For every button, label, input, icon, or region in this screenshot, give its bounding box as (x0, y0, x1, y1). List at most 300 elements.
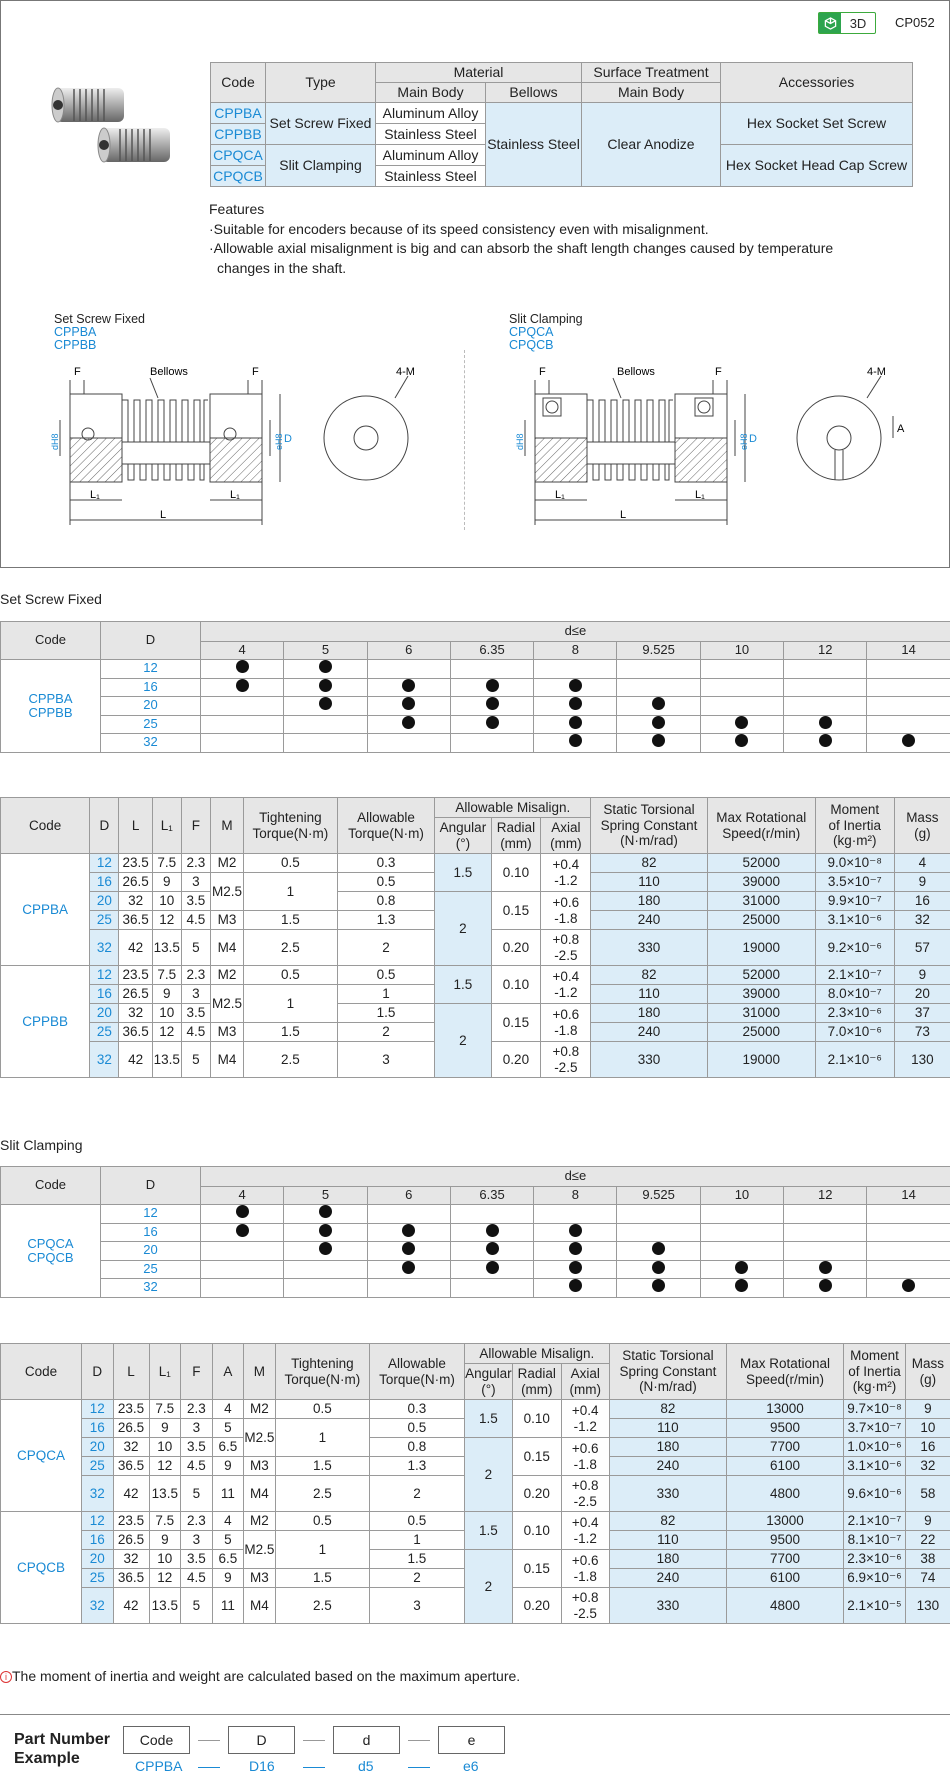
compat-cell (617, 734, 700, 753)
bellows-cell: Stainless Steel (486, 103, 582, 187)
col-L: L (119, 798, 152, 854)
mass-value: 10 (905, 1419, 950, 1438)
m-value: M2.5 (210, 985, 243, 1023)
torsional-value: 180 (609, 1550, 726, 1569)
col-D: D (90, 798, 119, 854)
pn-dash (198, 1767, 220, 1768)
compat-cell (450, 660, 533, 679)
l-value: 42 (113, 1588, 149, 1624)
compat-cell (700, 1205, 783, 1224)
compat-dot-icon (652, 734, 665, 747)
col-tighten: Tightening Torque(N·m) (244, 798, 338, 854)
compat-dot-icon (569, 1261, 582, 1274)
m-value: M3 (210, 1023, 243, 1042)
speed-value: 9500 (726, 1531, 843, 1550)
speed-value: 25000 (707, 911, 815, 930)
tighten-value: 1.5 (244, 911, 338, 930)
compat-cell (700, 1242, 783, 1261)
m-value: M2.5 (210, 873, 243, 911)
allow-value: 0.8 (337, 892, 435, 911)
col-misalign: Allowable Misalign. (464, 1344, 609, 1364)
label-e: eH8 (274, 433, 284, 450)
allow-value: 3 (370, 1588, 465, 1624)
pn-small-d-cell: d (333, 1726, 400, 1754)
speed-value: 13000 (726, 1512, 843, 1531)
a-value: 4 (212, 1512, 244, 1531)
d-value[interactable]: 16 (90, 985, 119, 1004)
l1-value: 7.5 (152, 966, 181, 985)
d-value[interactable]: 20 (101, 1242, 201, 1261)
col-e-value: 10 (700, 642, 783, 660)
compat-cell (700, 1260, 783, 1279)
d-value[interactable]: 12 (101, 660, 201, 679)
code-link[interactable]: CPQCB (1, 1512, 82, 1624)
col-mass: Mass (g) (894, 798, 950, 854)
compat-dot-icon (236, 1205, 249, 1218)
col-code: Code (1, 1344, 82, 1400)
compat-row (1, 1279, 950, 1298)
compat-cell (784, 697, 867, 716)
label-D: D (284, 433, 292, 445)
torsional-value: 82 (609, 1512, 726, 1531)
3d-view-button[interactable] (818, 12, 876, 34)
f-value: 5 (181, 1042, 210, 1078)
d-value[interactable]: 32 (82, 1588, 114, 1624)
label-L: L (620, 509, 627, 521)
col-e-value: 9.525 (617, 642, 700, 660)
diagram-code[interactable]: CPQCB (509, 338, 554, 352)
d-value[interactable]: 20 (82, 1550, 114, 1569)
compat-cell (534, 1260, 617, 1279)
d-value[interactable]: 16 (101, 1223, 201, 1242)
compat-cell (617, 1260, 700, 1279)
compat-dot-icon (735, 734, 748, 747)
compat-cell (700, 1279, 783, 1298)
col-code: Code (1, 1167, 101, 1205)
feature-line: ·Allowable axial misalignment is big and can absorb the shaft length changes caused by temperature (209, 240, 834, 256)
compat-cell (450, 1279, 533, 1298)
d-value[interactable]: 12 (82, 1400, 114, 1419)
compat-cell (367, 734, 450, 753)
col-e-value: 5 (284, 642, 367, 660)
feature-line: changes in the shaft. (217, 259, 347, 276)
speed-value: 31000 (707, 1004, 815, 1023)
d-value[interactable]: 20 (90, 892, 119, 911)
torsional-value: 180 (591, 1004, 707, 1023)
f-value: 4.5 (181, 1023, 210, 1042)
speed-value: 19000 (707, 1042, 815, 1078)
compat-cell (450, 734, 533, 753)
allow-value: 1 (370, 1531, 465, 1550)
angular-value: 1.5 (464, 1400, 512, 1438)
l1-value: 7.5 (149, 1400, 181, 1419)
col-surface: Surface Treatment (582, 63, 721, 83)
d-value[interactable]: 32 (90, 1042, 119, 1078)
speed-value: 52000 (707, 854, 815, 873)
torsional-value: 110 (609, 1531, 726, 1550)
compat-table (0, 1166, 950, 1298)
material-cell: Aluminum Alloy (376, 145, 486, 166)
mass-value: 9 (894, 966, 950, 985)
col-angular: Angular (°) (435, 818, 491, 854)
label-F: F (74, 366, 81, 378)
l1-value: 12 (152, 1023, 181, 1042)
compat-cell (784, 660, 867, 679)
compat-cell (867, 678, 950, 697)
col-inertia: Moment of Inertia (kg·m²) (844, 1344, 906, 1400)
axial-value: +0.8 -2.5 (561, 1588, 609, 1624)
tighten-value: 1 (275, 1419, 370, 1457)
allow-value: 2 (370, 1476, 465, 1512)
torsional-value: 330 (609, 1476, 726, 1512)
m-value: M3 (244, 1457, 276, 1476)
f-value: 4.5 (181, 1457, 213, 1476)
pn-value: e6 (463, 1758, 479, 1774)
part-number-title (14, 1730, 110, 1768)
inertia-value: 8.1×10⁻⁷ (844, 1531, 906, 1550)
d-value[interactable]: 25 (82, 1457, 114, 1476)
l-value: 42 (119, 1042, 152, 1078)
compat-cell (700, 678, 783, 697)
code-link[interactable]: CPPBA (211, 103, 266, 124)
inertia-value: 1.0×10⁻⁶ (844, 1438, 906, 1457)
compat-cell (617, 1223, 700, 1242)
d-value[interactable]: 25 (82, 1569, 114, 1588)
d-value[interactable]: 12 (101, 1205, 201, 1224)
diagram-code[interactable]: CPPBB (54, 338, 97, 352)
col-e-value: 6 (367, 1187, 450, 1205)
f-value: 3 (181, 1419, 213, 1438)
allow-value: 1.5 (337, 1004, 435, 1023)
l1-value: 10 (149, 1438, 181, 1457)
axial-value: +0.4 -1.2 (561, 1512, 609, 1550)
compat-dot-icon (319, 697, 332, 710)
tighten-value: 1 (244, 985, 338, 1023)
compat-dot-icon (236, 1224, 249, 1237)
tighten-value: 2.5 (275, 1588, 370, 1624)
l1-value: 10 (152, 1004, 181, 1023)
code-link[interactable]: CPPBA CPPBB (1, 660, 101, 753)
compat-dot-icon (569, 1224, 582, 1237)
compat-cell (784, 1279, 867, 1298)
d-value[interactable]: 16 (90, 873, 119, 892)
mass-value: 32 (894, 911, 950, 930)
compat-dot-icon (569, 679, 582, 692)
d-value[interactable]: 16 (82, 1531, 114, 1550)
f-value: 5 (181, 930, 210, 966)
tighten-value: 1.5 (275, 1569, 370, 1588)
col-de: d≤e (201, 1167, 950, 1187)
d-value[interactable]: 32 (101, 1279, 201, 1298)
spec-row (1, 1400, 950, 1419)
d-value[interactable]: 25 (101, 715, 201, 734)
axial-value: +0.6 -1.8 (541, 892, 591, 930)
allow-value: 2 (337, 930, 435, 966)
compat-cell (201, 678, 284, 697)
d-value[interactable]: 32 (82, 1476, 114, 1512)
col-allow: Allowable Torque(N·m) (337, 798, 435, 854)
col-e-value: 6.35 (450, 1187, 533, 1205)
speed-value: 6100 (726, 1457, 843, 1476)
torsional-value: 240 (591, 911, 707, 930)
compat-cell (867, 1260, 950, 1279)
compat-dot-icon (735, 716, 748, 729)
torsional-value: 82 (609, 1400, 726, 1419)
axial-value: +0.6 -1.8 (561, 1550, 609, 1588)
type-cell: Set Screw Fixed (266, 103, 376, 145)
label-d: dH8 (515, 433, 525, 450)
compat-cell (284, 715, 367, 734)
allow-value: 0.5 (337, 873, 435, 892)
compat-cell (201, 660, 284, 679)
col-material: Material (376, 63, 582, 83)
compat-row (1, 1260, 950, 1279)
d-value[interactable]: 32 (101, 734, 201, 753)
f-value: 3 (181, 1531, 213, 1550)
radial-value: 0.20 (513, 1588, 561, 1624)
label-d: dH8 (50, 433, 60, 450)
pn-e-cell: e (438, 1726, 505, 1754)
col-e-value: 8 (534, 1187, 617, 1205)
torsional-value: 240 (609, 1569, 726, 1588)
compat-cell (284, 678, 367, 697)
compat-cell (284, 1205, 367, 1224)
compat-dot-icon (486, 697, 499, 710)
allow-value: 0.8 (370, 1438, 465, 1457)
type-cell: Slit Clamping (266, 145, 376, 187)
radial-value: 0.20 (491, 930, 541, 966)
compat-cell (867, 1242, 950, 1261)
compat-dot-icon (486, 679, 499, 692)
mass-value: 9 (905, 1400, 950, 1419)
compat-cell (534, 678, 617, 697)
d-value[interactable]: 12 (82, 1512, 114, 1531)
l-value: 26.5 (119, 985, 152, 1004)
col-F: F (181, 798, 210, 854)
allow-value: 1.3 (370, 1457, 465, 1476)
radial-value: 0.10 (491, 966, 541, 1004)
axial-value: +0.6 -1.8 (561, 1438, 609, 1476)
inertia-value: 3.1×10⁻⁶ (844, 1457, 906, 1476)
spec-row (1, 1512, 950, 1531)
accessory-cell: Hex Socket Head Cap Screw (721, 145, 913, 187)
a-value: 4 (212, 1400, 244, 1419)
l1-value: 13.5 (149, 1476, 181, 1512)
label-L1: L₁ (555, 489, 565, 501)
angular-value: 2 (435, 892, 491, 966)
l-value: 26.5 (113, 1531, 149, 1550)
compat-dot-icon (902, 1279, 915, 1292)
diagram-code[interactable]: CPQCA (509, 325, 554, 339)
inertia-value: 2.1×10⁻⁷ (844, 1512, 906, 1531)
speed-value: 7700 (726, 1550, 843, 1569)
l1-value: 7.5 (152, 854, 181, 873)
speed-value: 13000 (726, 1400, 843, 1419)
l-value: 36.5 (113, 1457, 149, 1476)
material-cell: Stainless Steel (376, 124, 486, 145)
f-value: 3.5 (181, 1438, 213, 1457)
compat-cell (367, 660, 450, 679)
l1-value: 10 (149, 1550, 181, 1569)
label-L: L (160, 509, 167, 521)
a-value: 11 (212, 1588, 244, 1624)
compat-dot-icon (319, 660, 332, 673)
compat-dot-icon (569, 697, 582, 710)
col-torsional: Static Torsional Spring Constant (N·m/rad) (591, 798, 707, 854)
compat-cell (534, 660, 617, 679)
code-link[interactable]: CPQCB (211, 166, 266, 187)
l1-value: 7.5 (149, 1512, 181, 1531)
right-diagram-caption (509, 313, 583, 352)
diagram-code[interactable]: CPPBA (54, 325, 97, 339)
code-link[interactable]: CPPBB (211, 124, 266, 145)
col-e-value: 10 (700, 1187, 783, 1205)
compat-dot-icon (569, 1242, 582, 1255)
axial-value: +0.8 -2.5 (541, 1042, 591, 1078)
col-accessories: Accessories (721, 63, 913, 103)
l-value: 36.5 (119, 911, 152, 930)
tighten-value: 2.5 (244, 1042, 338, 1078)
mass-value: 16 (894, 892, 950, 911)
col-M: M (244, 1344, 276, 1400)
compat-row (1, 1223, 950, 1242)
compat-cell (534, 1205, 617, 1224)
d-value[interactable]: 20 (101, 697, 201, 716)
f-value: 3.5 (181, 1550, 213, 1569)
torsional-value: 330 (609, 1588, 726, 1624)
inertia-value: 3.7×10⁻⁷ (844, 1419, 906, 1438)
col-A: A (212, 1344, 244, 1400)
label-bellows: Bellows (617, 366, 655, 378)
set-screw-drawing (40, 360, 460, 530)
col-radial: Radial (mm) (491, 818, 541, 854)
d-value[interactable]: 16 (101, 678, 201, 697)
f-value: 2.3 (181, 854, 210, 873)
d-value[interactable]: 25 (90, 911, 119, 930)
l1-value: 12 (152, 911, 181, 930)
d-value[interactable]: 32 (90, 930, 119, 966)
radial-value: 0.15 (491, 892, 541, 930)
col-radial: Radial (mm) (513, 1364, 561, 1400)
compat-cell (534, 1223, 617, 1242)
compat-dot-icon (402, 679, 415, 692)
inertia-value: 6.9×10⁻⁶ (844, 1569, 906, 1588)
d-value[interactable]: 25 (90, 1023, 119, 1042)
spec-row (1, 1004, 950, 1023)
compat-dot-icon (819, 1261, 832, 1274)
torsional-value: 110 (591, 873, 707, 892)
col-main-body: Main Body (376, 83, 486, 103)
m-value: M4 (210, 1042, 243, 1078)
tighten-value: 1 (244, 873, 338, 911)
spec-row (1, 1438, 950, 1457)
compat-cell (450, 697, 533, 716)
col-code: Code (211, 63, 266, 103)
compat-row (1, 697, 950, 716)
d-value[interactable]: 12 (90, 966, 119, 985)
label-F: F (715, 366, 722, 378)
mass-value: 130 (894, 1042, 950, 1078)
tighten-value: 0.5 (244, 966, 338, 985)
material-cell: Stainless Steel (376, 166, 486, 187)
col-speed: Max Rotational Speed(r/min) (726, 1344, 843, 1400)
code-link[interactable]: CPQCA (1, 1400, 82, 1512)
pn-title-line: Part Number (14, 1731, 111, 1748)
l1-value: 12 (149, 1457, 181, 1476)
l-value: 36.5 (113, 1569, 149, 1588)
label-D: D (749, 433, 757, 445)
allow-value: 1 (337, 985, 435, 1004)
tighten-value: 1 (275, 1531, 370, 1569)
d-value[interactable]: 12 (90, 854, 119, 873)
m-value: M3 (210, 911, 243, 930)
speed-value: 25000 (707, 1023, 815, 1042)
diagram-title: Slit Clamping (509, 312, 583, 326)
compat-cell (867, 734, 950, 753)
compat-cell (201, 1242, 284, 1261)
note (0, 1668, 520, 1684)
compat-header-row (1, 622, 950, 642)
compat-dot-icon (569, 734, 582, 747)
mass-value: 9 (894, 873, 950, 892)
a-value: 6.5 (212, 1438, 244, 1457)
allow-value: 0.3 (337, 854, 435, 873)
l-value: 23.5 (113, 1400, 149, 1419)
mass-value: 9 (905, 1512, 950, 1531)
compat-dot-icon (652, 716, 665, 729)
label-A: A (897, 423, 905, 435)
d-value[interactable]: 20 (82, 1438, 114, 1457)
f-value: 3 (181, 873, 210, 892)
l1-value: 12 (149, 1569, 181, 1588)
tighten-value: 0.5 (244, 854, 338, 873)
a-value: 9 (212, 1569, 244, 1588)
speed-value: 52000 (707, 966, 815, 985)
compat-cell (534, 1279, 617, 1298)
col-e-value: 5 (284, 1187, 367, 1205)
d-value[interactable]: 25 (101, 1260, 201, 1279)
code-link[interactable]: CPPBA (1, 854, 90, 966)
compat-cell (201, 734, 284, 753)
col-F: F (181, 1344, 213, 1400)
coupling-product-photo (50, 76, 178, 176)
compat-dot-icon (486, 1261, 499, 1274)
compat-cell (201, 697, 284, 716)
l-value: 32 (113, 1438, 149, 1457)
col-L: L (113, 1344, 149, 1400)
compat-cell (617, 697, 700, 716)
d-value[interactable]: 20 (90, 1004, 119, 1023)
compat-row (1, 1242, 950, 1261)
compat-cell (450, 1242, 533, 1261)
d-value[interactable]: 16 (82, 1419, 114, 1438)
m-value: M2 (244, 1400, 276, 1419)
code-link[interactable]: CPQCA (211, 145, 266, 166)
compat-cell (284, 1279, 367, 1298)
code-link[interactable]: CPPBB (1, 966, 90, 1078)
col-tighten: Tightening Torque(N·m) (275, 1344, 370, 1400)
speed-value: 39000 (707, 873, 815, 892)
code-link[interactable]: CPQCA CPQCB (1, 1205, 101, 1298)
l-value: 42 (113, 1476, 149, 1512)
f-value: 2.3 (181, 1512, 213, 1531)
torsional-value: 330 (591, 1042, 707, 1078)
compat-cell (534, 1242, 617, 1261)
inertia-value: 2.1×10⁻⁵ (844, 1588, 906, 1624)
f-value: 4.5 (181, 911, 210, 930)
inertia-value: 3.1×10⁻⁶ (815, 911, 894, 930)
compat-row (1, 715, 950, 734)
